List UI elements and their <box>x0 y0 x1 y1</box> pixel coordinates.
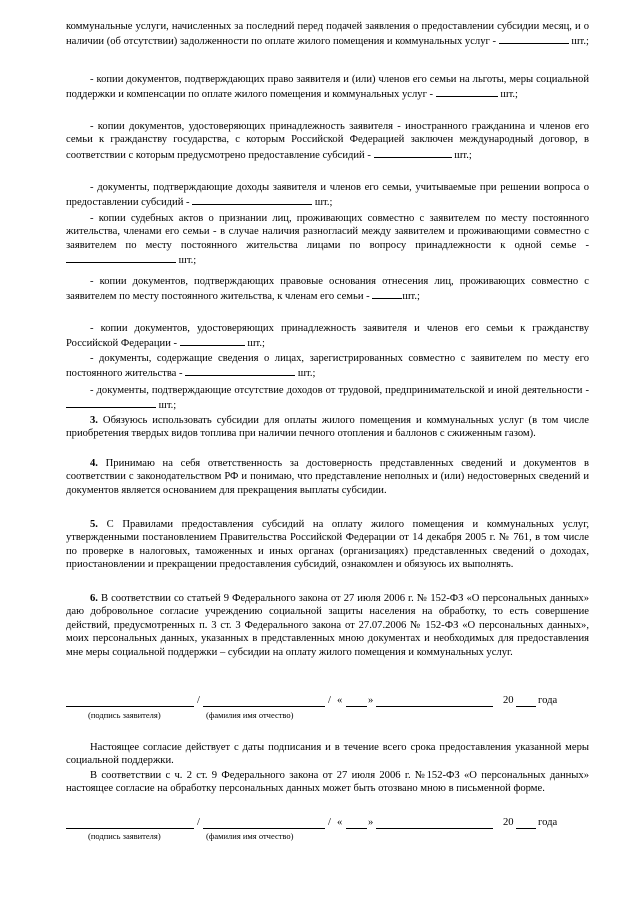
signature-row: / / « » 20 года <box>66 815 589 829</box>
list-item: - копии документов, удостоверяющих принадлежность заявителя и членов его семьи к гражданству Российской Федерации - шт.; <box>66 323 589 350</box>
consent-duration: Настоящее согласие действует с даты подписания и в течение всего срока предоставления указанной меры социальной поддержки. <box>66 742 589 767</box>
list-item: - документы, подтверждающие отсутствие доходов от трудовой, предпринимательской и иной деятельности - шт.; <box>66 384 589 413</box>
count-blank[interactable] <box>436 86 498 97</box>
count-blank[interactable] <box>499 33 569 44</box>
caption-full-name: (фамилия имя отчество) <box>206 710 294 720</box>
month-line[interactable] <box>376 816 493 829</box>
section-6: 6. В соответствии со статьей 9 Федерального закона от 27 июля 2006 г. № 152-ФЗ «О персональных данных» даю добровольное согласие учреждению социальной защиты населения на обработку, то есть совершение действий, предусмотренных п. 3 ст. 3 Федерального закона от 27.07.2006 № 152-ФЗ «О персональных данных», моих персональных данных, указанных в представленных мною документах и необходимых для предоставления мне меры социальной поддержки – субсидии на оплату жилого помещения и коммунальных услуг. <box>66 593 589 658</box>
signature-row: / / « » 20 года <box>66 693 589 707</box>
section-3: 3. Обязуюсь использовать субсидии для оплаты жилого помещения и коммунальных услуг (в том числе приобретения твердых видов топлива при наличии печного отопления и баллонов с сжиженным газом). <box>66 415 589 440</box>
year-line[interactable] <box>516 816 536 829</box>
day-line[interactable] <box>346 816 367 829</box>
day-line[interactable] <box>346 694 367 707</box>
list-item: - копии документов, подтверждающих правовые основания отнесения лиц, проживающих совместно с заявителем по месту постоянного жительства, к членам его семьи - шт.; <box>66 276 589 303</box>
paragraph-debt-info: коммунальные услуги, начисленных за последний перед подачей заявления о предоставлении субсидии месяц, и о наличии (об отсутствии) задолженности по оплате жилого помещения и коммунальных услуг - шт.; <box>66 21 589 48</box>
list-item: - документы, содержащие сведения о лицах, зарегистрированных совместно с заявителем по месту его постоянного жительства - шт.; <box>66 353 589 380</box>
unit-label: шт.; <box>571 36 589 48</box>
signature-line[interactable] <box>66 694 194 707</box>
full-name-line[interactable] <box>203 816 325 829</box>
list-item: - документы, подтверждающие доходы заявителя и членов его семьи, учитываемые при решении вопроса о предоставлении субсидий - шт.; <box>66 182 589 209</box>
list-item: - копии судебных актов о признании лиц, проживающих совместно с заявителем по месту постоянного жительства, членами его семьи - в случае наличия разногласий между заявителем и проживающими совместно с заявителем по месту постоянного жительства лицами по вопросу принадлежности к одной семье - шт.; <box>66 213 589 267</box>
caption-signature: (подпись заявителя) <box>88 710 161 720</box>
list-item: - копии документов, удостоверяющих принадлежность заявителя - иностранного гражданина и членов его семьи к гражданству государства, с которым Российской Федерацией заключен международный договор, в соответствии с которым предусмотрено предоставление субсидий - шт.; <box>66 121 589 161</box>
signature-line[interactable] <box>66 816 194 829</box>
list-item: - копии документов, подтверждающих право заявителя и (или) членов его семьи на льготы, меры социальной поддержки и компенсации по оплате жилого помещения и коммунальных услуг - шт.; <box>66 74 589 101</box>
count-blank[interactable] <box>192 194 312 205</box>
year-line[interactable] <box>516 694 536 707</box>
full-name-line[interactable] <box>203 694 325 707</box>
count-blank[interactable] <box>374 147 452 158</box>
section-4: 4. Принимаю на себя ответственность за достоверность представленных сведений и документов в соответствии с законодательством РФ и понимаю, что представление неполных и (или) недостоверных сведений и документов является основанием для прекращения выплаты субсидии. <box>66 458 589 496</box>
caption-signature: (подпись заявителя) <box>88 831 161 841</box>
month-line[interactable] <box>376 694 493 707</box>
count-blank[interactable] <box>66 252 176 263</box>
count-blank[interactable] <box>66 397 156 408</box>
section-5: 5. С Правилами предоставления субсидий на оплату жилого помещения и коммунальных услуг, утвержденными постановлением Правительства Российской Федерации от 14 декабря 2005 г. № 761, в том числе по проверке в налоговых, таможенных и иных органах (организациях) представленных сведений о доходах, приостановлении и прекращении предоставления субсидий, ознакомлен и обязуюсь их выполнять. <box>66 519 589 571</box>
count-blank[interactable] <box>185 365 295 376</box>
count-blank[interactable] <box>180 335 245 346</box>
consent-revocation: В соответствии с ч. 2 ст. 9 Федерального закона от 27 июля 2006 г. №152-ФЗ «О персональных данных» настоящее согласие на обработку персональных данных может быть отозвано мною в письменной форме. <box>66 770 589 795</box>
count-blank[interactable] <box>372 288 402 299</box>
caption-full-name: (фамилия имя отчество) <box>206 831 294 841</box>
